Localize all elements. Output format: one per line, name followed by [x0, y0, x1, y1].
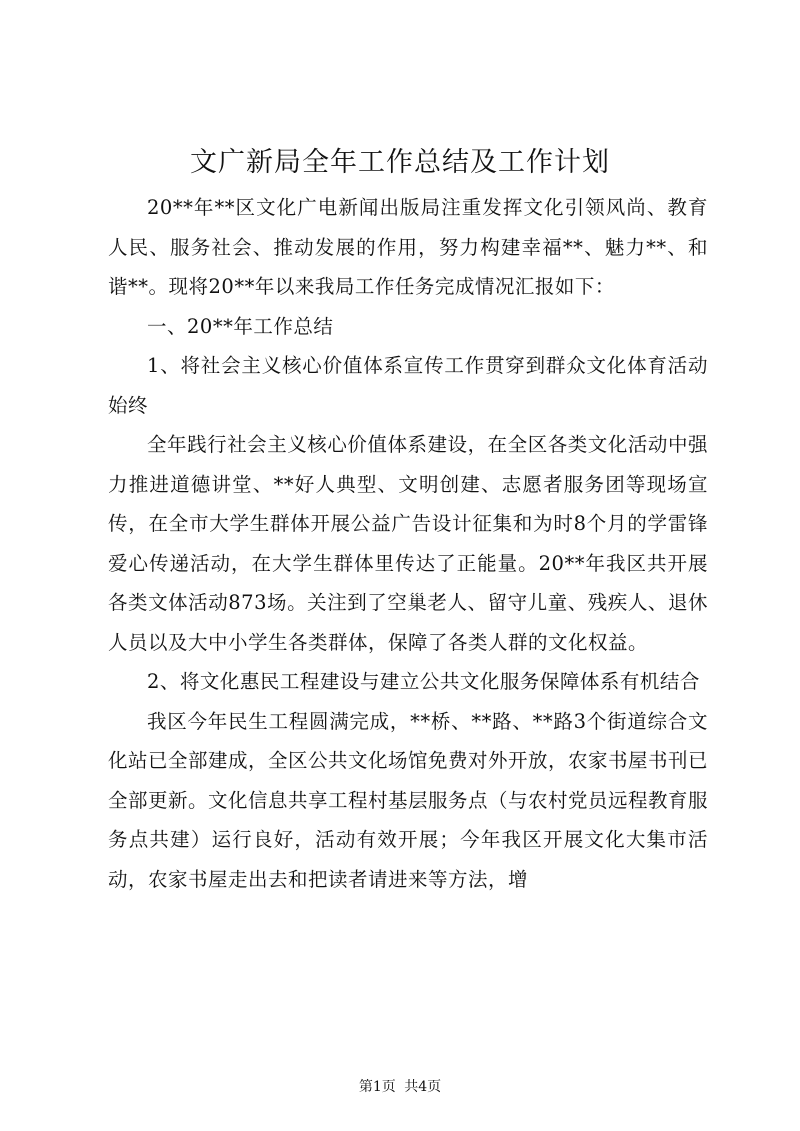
document-title: 文广新局全年工作总结及工作计划: [190, 147, 610, 178]
intro-paragraph: 20**年**区文化广电新闻出版局注重发挥文化引领风尚、教育人民、服务社会、推动发展的作用，努力构建幸福**、魅力**、和谐**。现将20**年以来我局工作任务完成情况汇报如下：: [108, 196, 708, 298]
subsection-heading-1: 1、将社会主义核心价值体系宣传工作贯穿到群众文化体育活动始终: [108, 354, 708, 417]
body-paragraph-1: 全年践行社会主义核心价值体系建设，在全区各类文化活动中强力推进道德讲堂、**好人典型、文明创建、志愿者服务团等现场宣传，在全市大学生群体开展公益广告设计征集和为时8个月的学雷锋爱心传递活动，在大学生群体里传达了正能量。20**年我区共开展各类文体活动873场。关注到了空巢老人、留守儿童、残疾人、退休人员以及大中小学生各类群体，保障了各类人群的文化权益。: [108, 433, 708, 654]
page-number: 第1页: [358, 1079, 396, 1095]
document-body: [108, 188, 708, 899]
page-total: 共4页: [404, 1079, 442, 1095]
subsection-heading-2: 2、将文化惠民工程建设与建立公共文化服务保障体系有机结合: [147, 670, 700, 693]
page-footer: [0, 1077, 800, 1097]
body-paragraph-2: 我区今年民生工程圆满完成，**桥、**路、**路3个街道综合文化站已全部建成，全区公共文化场馆免费对外开放，农家书屋书刊已全部更新。文化信息共享工程村基层服务点（与农村党员远程教育服务点共建）运行良好，活动有效开展；今年我区开展文化大集市活动，农家书屋走出去和把读者请进来等方法，增: [108, 709, 709, 891]
section-heading-summary: 一、20**年工作总结: [147, 314, 334, 338]
